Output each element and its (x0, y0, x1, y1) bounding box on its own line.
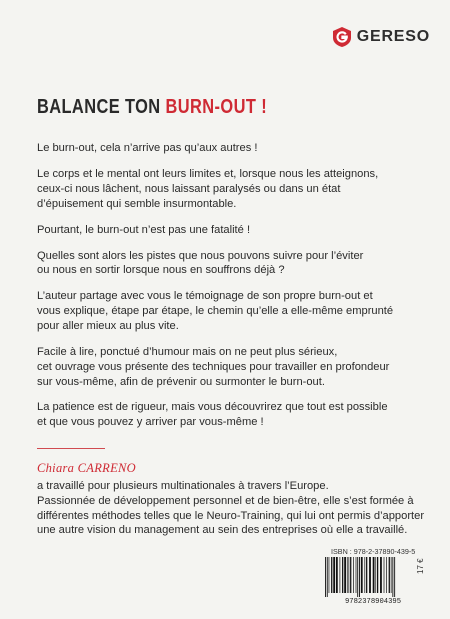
author-section (37, 448, 427, 538)
barcode-bar (340, 557, 341, 593)
blurb-paragraph (37, 167, 427, 211)
barcode-bar (336, 557, 338, 593)
blurb-paragraph (37, 223, 427, 238)
barcode-bar (361, 557, 363, 593)
barcode-bar (380, 557, 382, 593)
price-label: 17 € (416, 558, 425, 574)
blurb-paragraph (37, 289, 427, 333)
barcode-bar (377, 557, 378, 593)
barcode-bar (359, 557, 360, 597)
text-line: Facile à lire, ponctué d’humour mais on ne peut plus sérieux, (37, 345, 338, 358)
bio-line: différentes méthodes telles que le Neuro-Training, qui lui ont permis d’apporter (37, 509, 425, 522)
barcode-bar (331, 557, 332, 593)
barcode-bar (386, 557, 387, 593)
text-line: La patience est de rigueur, mais vous découvrirez que tout est possible (37, 401, 388, 414)
text-line: L’auteur partage avec vous le témoignage de son propre burn-out et (37, 290, 373, 303)
author-bio (37, 479, 427, 538)
barcode-bar (366, 557, 367, 593)
barcode-bar (347, 557, 348, 593)
publisher-logo (332, 26, 430, 48)
text-line: ou nous en sortir lorsque nous en souffrons déjà ? (37, 264, 285, 277)
barcode-bar (349, 557, 350, 593)
title-prefix: BALANCE TON (37, 96, 166, 118)
text-line: Le burn-out, cela n’arrive pas qu’aux autres ! (37, 142, 258, 154)
barcode-bar (391, 557, 392, 593)
blurb-paragraph (37, 141, 427, 156)
blurb-paragraph (37, 249, 427, 279)
text-line: ceux-ci nous lâchent, nous laissant paralysés ou dans un état (37, 182, 341, 195)
barcode-bar (394, 557, 395, 597)
barcode-bar (373, 557, 375, 593)
barcode-bar (389, 557, 390, 593)
barcode-icon (321, 557, 425, 605)
barcode-bar (344, 557, 346, 593)
barcode-bar (364, 557, 365, 593)
text-line: sur vous-même, afin de prévenir ou surmonter le burn-out. (37, 375, 325, 388)
barcode-bar (350, 557, 351, 593)
barcode-bar (356, 557, 357, 593)
author-name: Chiara CARRENO (37, 461, 136, 475)
text-line: pour aller mieux au plus vite. (37, 319, 179, 332)
text-line: d’épuisement qui semble insurmontable. (37, 197, 237, 210)
blurb-paragraph (37, 400, 427, 430)
text-line: Le corps et le mental ont leurs limites et, lorsque nous les atteignons, (37, 167, 379, 180)
barcode-bar (353, 557, 354, 593)
barcode-bar (357, 557, 358, 597)
author-divider (37, 448, 105, 449)
text-line: et que vous pouvez y arriver par vous-même ! (37, 416, 264, 429)
barcode-bar (333, 557, 335, 593)
isbn-label: ISBN : 978-2-37890-439-5 (331, 547, 416, 556)
blurb-text (37, 141, 427, 441)
bio-line: Passionnée de développement personnel et de bien-être, elle s’est formée à (37, 494, 414, 507)
book-title (37, 96, 267, 119)
title-highlight: BURN-OUT ! (165, 96, 268, 118)
barcode-bar (392, 557, 393, 597)
text-line: Pourtant, le burn-out n’est pas une fatalité ! (37, 223, 251, 236)
publisher-name: GERESO (356, 28, 430, 45)
barcode-bar (369, 557, 371, 593)
bio-line: a travaillé pour plusieurs multinationales à travers l’Europe. (37, 480, 329, 492)
blurb-paragraph (37, 345, 427, 389)
text-line: Quelles sont alors les pistes que nous pouvons suivre pour l’éviter (37, 249, 364, 262)
barcode-bar (327, 557, 328, 597)
bio-line: une autre vision du management au sein des entreprises où elle a travaillé. (37, 524, 408, 537)
barcode-bar (375, 557, 376, 593)
barcode-bar (342, 557, 343, 593)
barcode-bar (329, 557, 330, 593)
barcode-digits: 9782378904395 (344, 598, 402, 605)
text-line: vous explique, étape par étape, le chemin qu’elle a elle-même emprunté (37, 305, 394, 318)
text-line: cet ouvrage vous présente des techniques pour travailler en profondeur (37, 360, 390, 373)
gereso-logo-icon (332, 26, 352, 48)
barcode-bar (384, 557, 385, 593)
barcode-bar (325, 557, 326, 597)
